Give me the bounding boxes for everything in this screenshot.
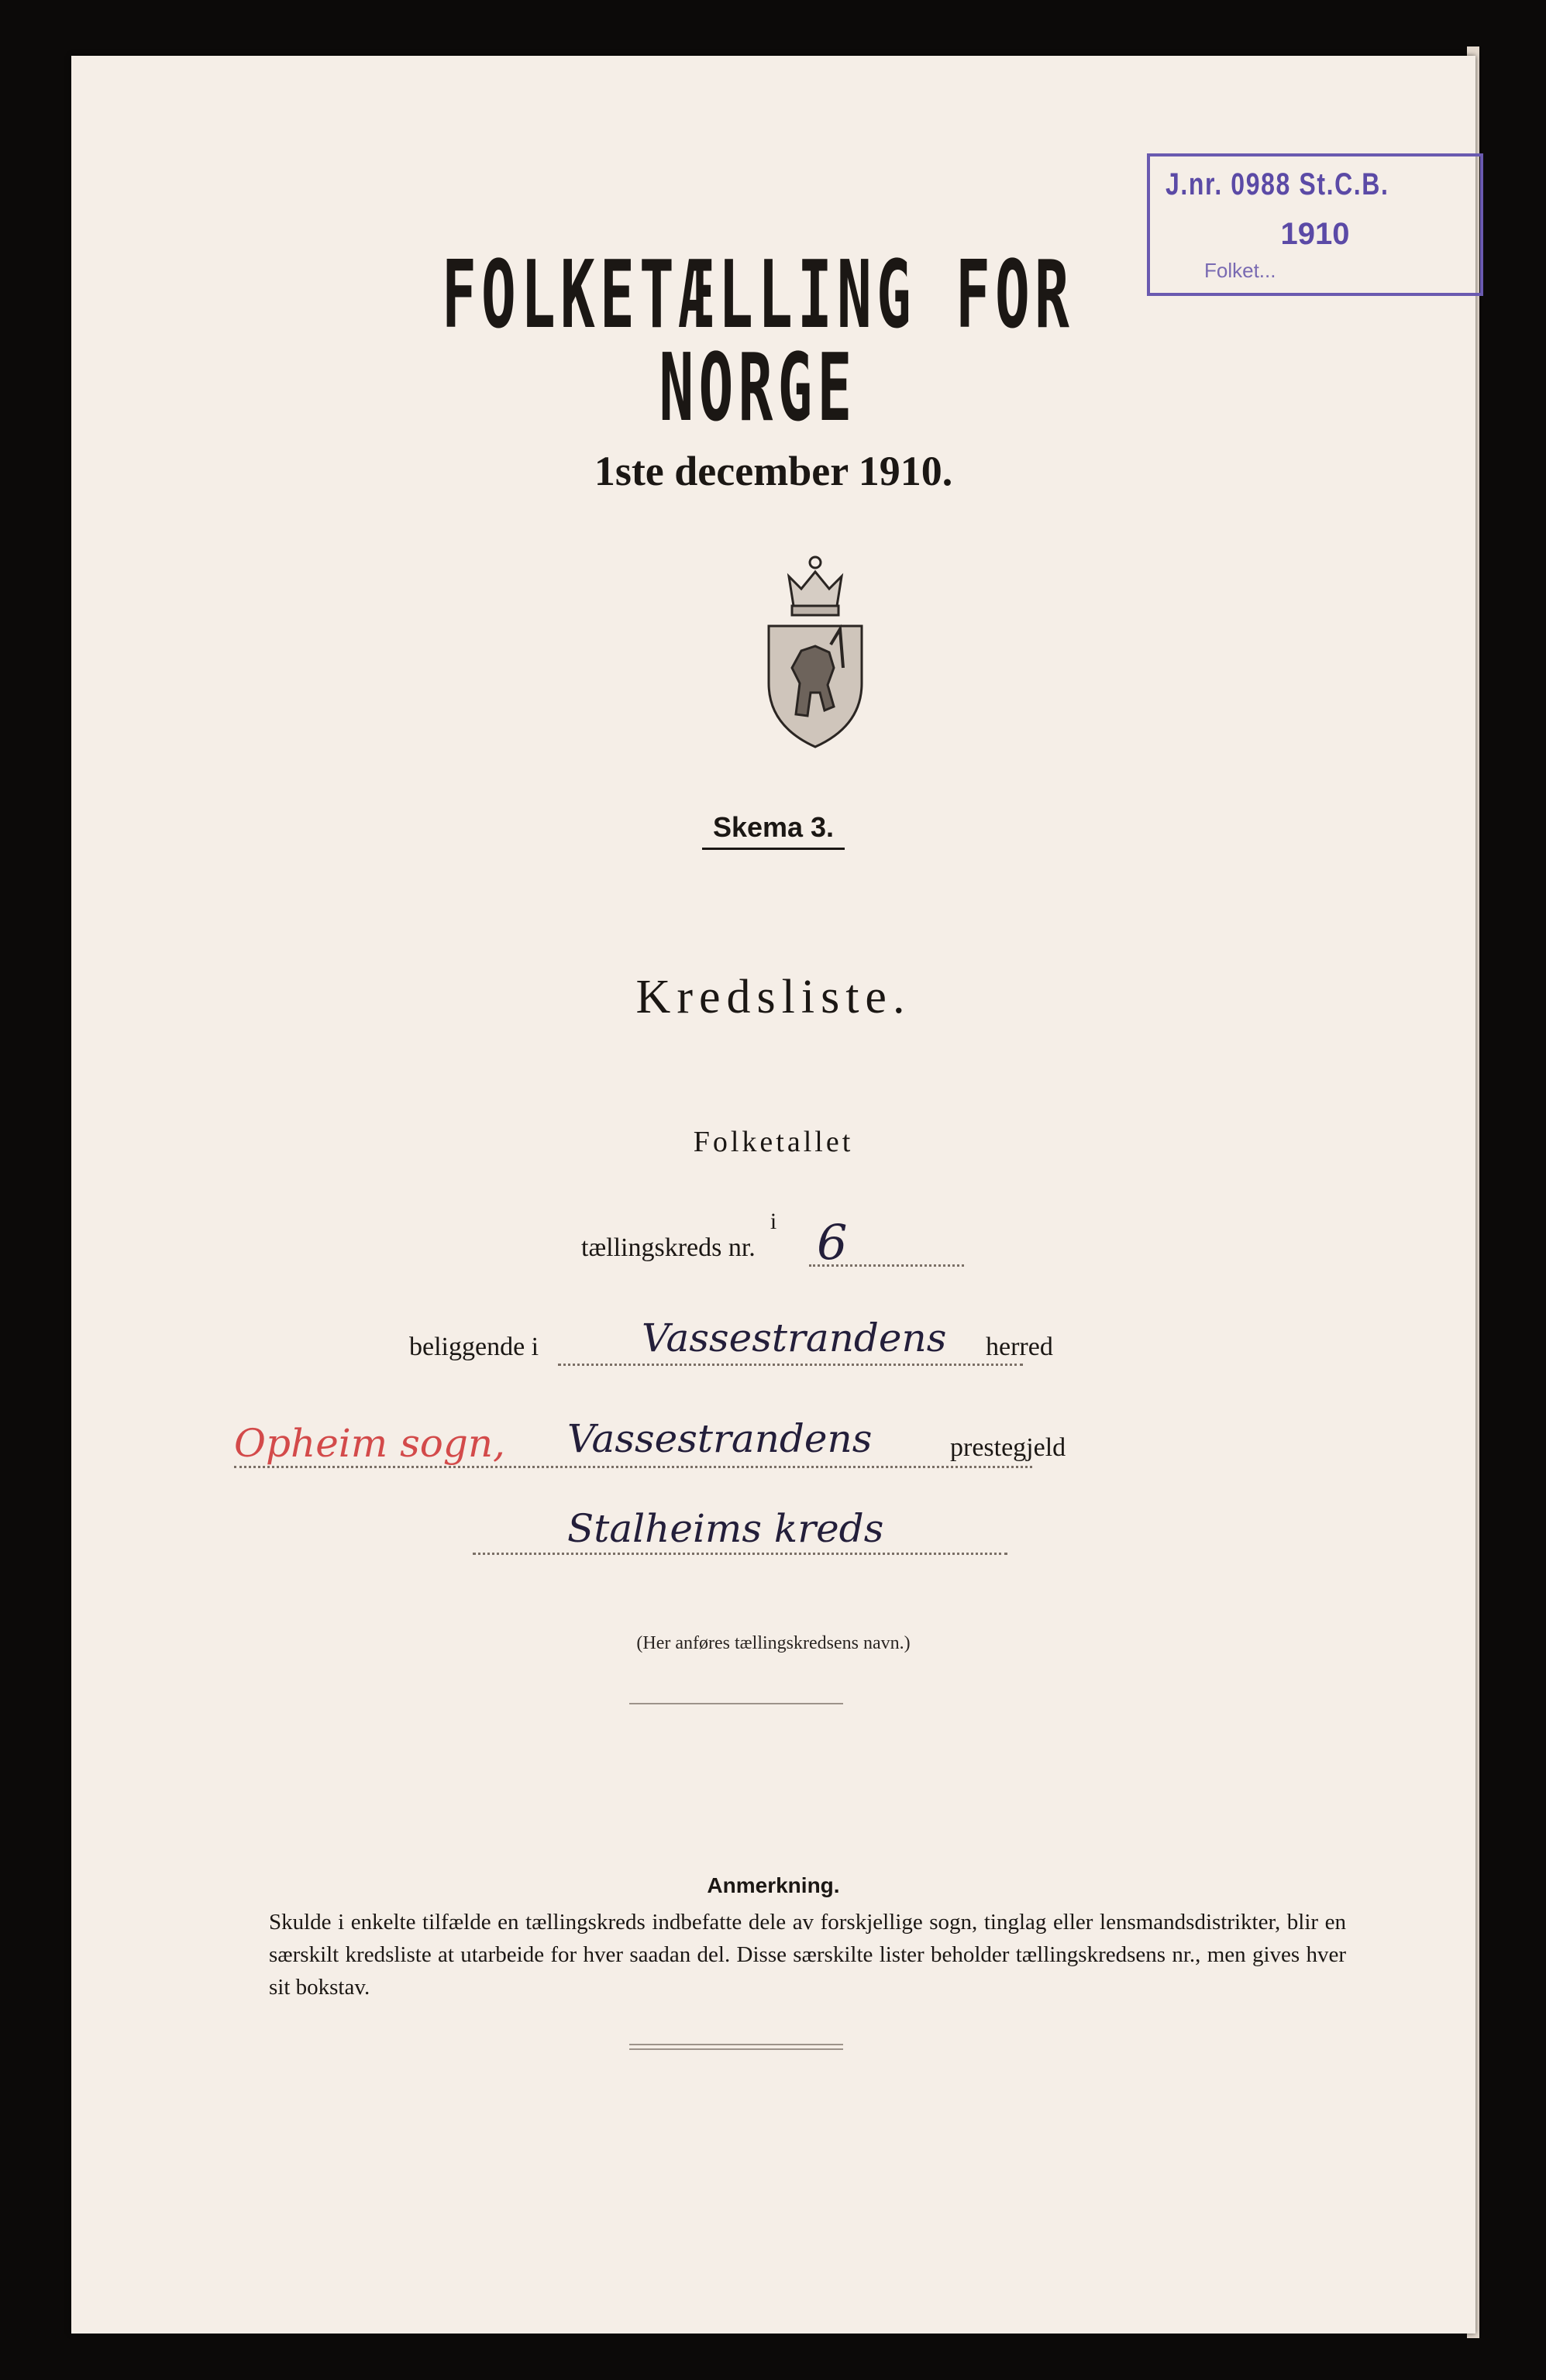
anmerkning-text: Skulde i enkelte tilfælde en tællingskreds indbefatte dele av forskjellige sogn, tinglag eller lensmandsdistrikter, blir en særskilt kredsliste at utarbeide for hver saadan del. Disse særskilte lister beholder tællingskredsens nr., men gives hver sit bokstav. [269,1910,1346,2000]
stamp-line-1: J.nr. 0988 St.C.B. [1166,167,1389,201]
stamp-line-3: Folket... [1204,259,1276,282]
document-page [71,56,1475,2334]
anmerkning-title: Anmerkning. [707,1873,840,1897]
coat-of-arms-icon [753,552,877,753]
prestegjeld-field [234,1466,1032,1468]
double-divider-top [629,2044,843,2045]
kreds-name-note: (Her anføres tællingskredsens navn.) [636,1633,911,1653]
prestegjeld-value: Vassestrandens [567,1416,873,1461]
herred-value: Vassestrandens [642,1316,947,1360]
sogn-value: Opheim sogn, [234,1421,505,1466]
registry-stamp [1147,153,1483,296]
kreds-name-field [473,1553,1007,1555]
form-heading: Kredsliste. [635,971,911,1023]
document-title: FOLKETÆLLING FOR NORGE [442,242,1074,442]
herred-field [558,1364,1023,1366]
kreds-name-value: Stalheims kreds [567,1506,884,1551]
folketallet-label: Folketallet [693,1126,854,1158]
prestegjeld-label: prestegjeld [950,1433,1066,1462]
double-divider-bottom [629,2048,843,2050]
divider [629,1703,843,1704]
beliggende-label: beliggende i [409,1333,539,1361]
schema-label: Skema 3. [71,811,1475,844]
taellingskreds-label: tællingskreds nr. [581,1233,756,1262]
taellingskreds-value: 6 [817,1214,848,1271]
stamp-line-2: 1910 [1280,217,1350,251]
census-date: 1ste december 1910. [594,448,953,494]
herred-label: herred [986,1333,1053,1361]
i-label: i [770,1209,777,1234]
